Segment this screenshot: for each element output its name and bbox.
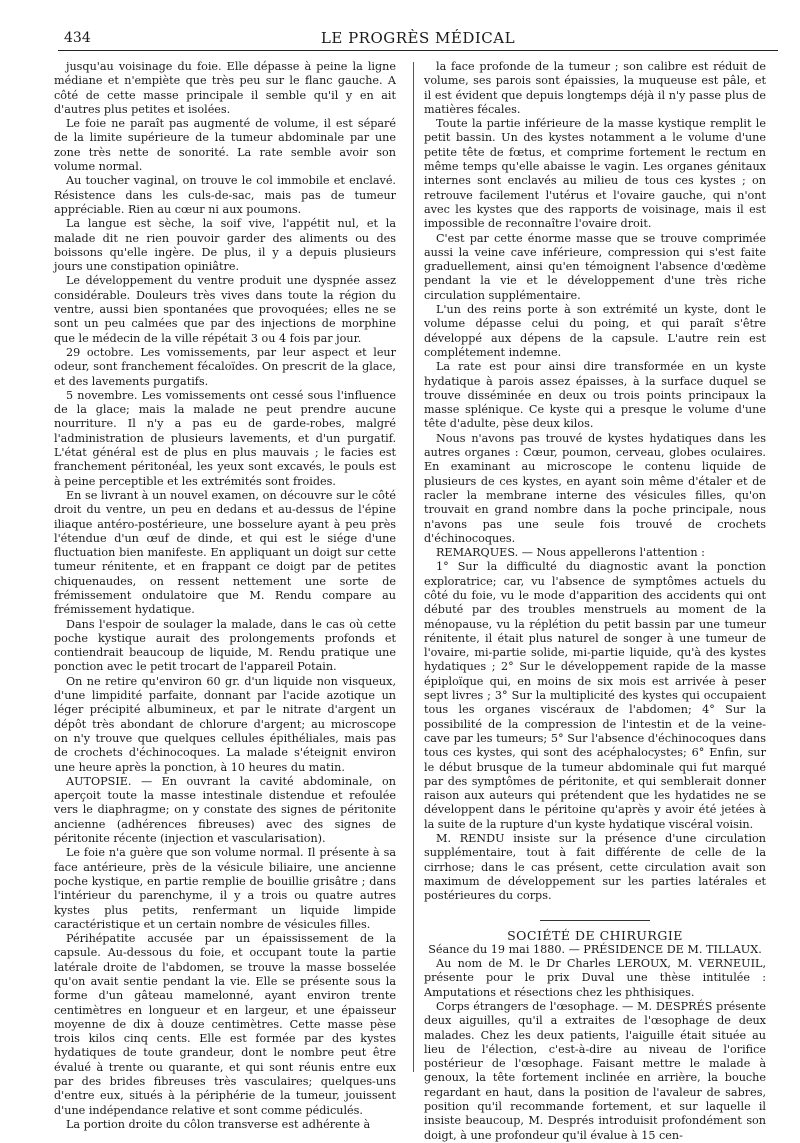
section-paragraph: Corps étrangers de l'œsophage. — M. DESPRÉS présente deux aiguilles, qu'il a extraites de l'œsophage de deux malades. Chez les deux patients, l'aiguille était située au lieu de l'élection, c'est-à-dire au niveau de l'orifice postérieur de l'œsophage. Faisant mettre le malade à genoux, la tête fortement inclinée en arrière, la bouche regardant en haut, dans la position de l'avaleur de sabres, position qu'il recommande fortement, et sur laquelle il insiste beaucoup, M. Després introduisit profondément son doigt, à une profondeur qu'il évalue à 15 cen- — [424, 1000, 766, 1142]
body-paragraph: La portion droite du côlon transverse est adhérente à — [66, 1117, 371, 1131]
body-paragraph: jusqu'au voisinage du foie. Elle dépasse à peine la ligne médiane et n'empiète que très peu sur le flanc gauche. A côté de cette masse principale il semble qu'il y en ait d'autres plus petites et isolées. — [54, 60, 396, 116]
body-paragraph: Toute la partie inférieure de la masse kystique remplit le petit bassin. Un des kystes notamment a le volume d'une petite tête de fœtus, et comprime fortement le rectum en même temps qu'elle abaisse le vagin. Les organes génitaux internes sont enclavés au milieu de tous ces kystes ; on retrouve facilement l'utérus et l'ovaire gauche, qui n'ont avec les kystes que des rapports de voisinage, mais il est impossible de reconnaître l'ovaire droit. — [424, 117, 766, 231]
body-paragraph: Périhépatite accusée par un épaississement de la capsule. Au-dessous du foie, et occupant toute la partie latérale droite de l'abdomen, se trouve la masse bosselée qu'on avait sentie pendant la vie. Elle se présente sous la forme d'un gâteau mamelonné, ayant environ trente centimètres en longueur et en largeur, et une épaisseur moyenne de dix à douze centimètres. Cette masse pèse trois kilos cinq cents. Elle est formée par des kystes hydatiques de toute grandeur, dont le nombre peut être évalué à trente ou quarante, et qui sont réunis entre eux par des brides fibreuses très vasculaires; quelques-uns d'entre eux, situés à la périphérie de la tumeur, jouissent d'une indépendance relative et sont comme pédiculés. — [54, 932, 396, 1117]
page-number: 434 — [64, 30, 91, 46]
body-paragraph: Au toucher vaginal, on trouve le col immobile et enclavé. Résistence dans les culs-de-sac, mais pas de tumeur appréciable. Rien au cœur ni aux poumons. — [54, 174, 396, 216]
right-column — [424, 60, 766, 1143]
body-paragraph: La rate est pour ainsi dire transformée en un kyste hydatique à parois assez épaisses, à la surface duquel se trouve disséminée en deux ou trois points principaux la masse splénique. Ce kyste qui a presque le volume d'une tête d'adulte, pèse deux kilos. — [424, 360, 766, 431]
session-line: Séance du 19 mai 1880. — PRÉSIDENCE DE M. TILLAUX. — [428, 942, 762, 956]
body-paragraph: Le foie n'a guère que son volume normal. Il présente à sa face antérieure, près de la vésicule biliaire, une ancienne poche kystique, en partie remplie de bouillie grisâtre ; dans l'intérieur du parenchyme, il y a trois ou quatre autres kystes plus petits, renfermant un liquide limpide caractéristique et un certain nombre de vésicules filles. — [54, 846, 396, 931]
body-paragraph: On ne retire qu'environ 60 gr. d'un liquide non visqueux, d'une limpidité parfaite, donnant par l'acide azotique un léger précipité albumineux, et par le nitrate d'argent un dépôt très abondant de chlorure d'argent; au microscope on n'y trouve que quelques cellules épithéliales, mais pas de crochets d'échinocoques. La malade s'éteignit environ une heure après la ponction, à 10 heures du matin. — [54, 674, 396, 774]
left-column — [54, 60, 396, 1132]
section-paragraph: Au nom de M. le Dr Charles LEROUX, M. VERNEUIL, présente pour le prix Duval une thèse intitulée : Amputations et résections chez les phthisiques. — [424, 957, 766, 999]
body-paragraph: REMARQUES. — Nous appellerons l'attention : — [436, 546, 705, 560]
body-paragraph: 5 novembre. Les vomissements ont cessé sous l'influence de la glace; mais la malade ne peut prendre aucune nourriture. Il n'y a pas eu de garde-robes, malgré l'administration de plusieurs lavements, et d'un purgatif. L'état général est de plus en plus mauvais ; le facies est franchement péritonéal, les yeux sont excavés, le pouls est à peine perceptible et les extrémités sont froides. — [54, 388, 396, 488]
page-header — [58, 28, 778, 51]
body-paragraph: M. RENDU insiste sur la présence d'une circulation supplémentaire, tout à fait différente de celle de la cirrhose; dans le cas présent, cette circulation avait son maximum de développement sur les parties latérales et postérieures du corps. — [424, 832, 766, 903]
body-paragraph: 29 octobre. Les vomissements, par leur aspect et leur odeur, sont franchement fécaloïdes. On prescrit de la glace, et des lavements purgatifs. — [54, 345, 396, 388]
body-paragraph: AUTOPSIE. — En ouvrant la cavité abdominale, on aperçoit toute la masse intestinale distendue et refoulée vers le diaphragme; on y constate des signes de péritonite ancienne (adhérences fibreuses) avec des signes de péritonite récente (injection et vascularisation). — [54, 774, 396, 846]
body-paragraph: Dans l'espoir de soulager la malade, dans le cas où cette poche kystique aurait des prolongements profonds et contiendrait beaucoup de liquide, M. Rendu pratique une ponction avec le petit trocart de l'appareil Potain. — [54, 617, 396, 674]
column-divider — [413, 62, 414, 1072]
body-paragraph: Le développement du ventre produit une dyspnée assez considérable. Douleurs très vives dans toute la région du ventre, aussi bien spontanées que provoquées; elles ne se sont un peu calmées que par des injections de morphine que le médecin de la ville répétait 3 ou 4 fois par jour. — [54, 274, 396, 345]
body-paragraph: L'un des reins porte à son extrémité un kyste, dont le volume dépasse celui du poing, et qui paraît s'être développé aux dépens de la capsule. L'autre rein est complétement indemne. — [424, 303, 766, 359]
body-paragraph: La langue est sèche, la soif vive, l'appétit nul, et la malade dit ne rien pouvoir garder des aliments ou des boissons qu'elle ingère. De plus, il y a depuis plusieurs jours une constipation opiniâtre. — [54, 217, 396, 274]
running-title: LE PROGRÈS MÉDICAL — [320, 29, 516, 47]
body-paragraph: En se livrant à un nouvel examen, on découvre sur le côté droit du ventre, un peu en dedans et au-dessus de l'épine iliaque antéro-postérieure, une bosselure ayant à peu près l'étendue d'un œuf de dinde, et qui est le siége d'une fluctuation bien manifeste. En appliquant un doigt sur cette tumeur rénitente, et en frappant ce doigt par de petites chiquenaudes, on ressent nettement une sorte de frémissement ondulatoire que M. Rendu compare au frémissement hydatique. — [54, 488, 396, 617]
body-paragraph: la face profonde de la tumeur ; son calibre est réduit de volume, ses parois sont épaissies, la muqueuse est pâle, et il est évident que depuis longtemps déjà il n'y passe plus de matières fécales. — [424, 60, 766, 116]
body-paragraph: Nous n'avons pas trouvé de kystes hydatiques dans les autres organes : Cœur, poumon, cerveau, globes oculaires. En examinant au microscope le contenu liquide de plusieurs de ces kystes, en ayant soin même d'étaler et de racler la membrane interne des vésicules filles, qu'on trouvait en grand nombre dans la poche principale, nous n'avons pas une seule fois trouvé de crochets d'échinocoques. — [424, 431, 766, 545]
section-separator — [540, 920, 650, 921]
body-paragraph: 1° Sur la difficulté du diagnostic avant la ponction exploratrice; car, vu l'absence de symptômes actuels du côté du foie, vu le mode d'apparition des accidents qui ont débuté par des troubles menstruels au moment de la ménopause, vu la réplétion du petit bassin par une tumeur rénitente, il était plus naturel de songer à une tumeur de l'ovaire, mi-partie solide, mi-partie liquide, qu'à des kystes hydatiques ; 2° Sur le développement rapide de la masse épiploïque qui, en moins de six mois est arrivée à peser sept livres ; 3° Sur la multiplicité des kystes qui occupaient tous les organes viscéraux de l'abdomen; 4° Sur la possibilité de la compression de l'intestin et de la veine-cave par les tumeurs; 5° Sur l'absence d'échinocoques dans tous ces kystes, qui sont des acéphalocystes; 6° Enfin, sur le début brusque de la tumeur abdominale qui fut marqué par des symptômes de péritonite, et qui semblerait donner raison aux auteurs qui prétendent que les hydatides ne se développent dans le péritoine qu'après y avoir été jetées à la suite de la rupture d'un kyste hydatique viscéral voisin. — [424, 560, 766, 831]
body-paragraph: C'est par cette énorme masse que se trouve comprimée aussi la veine cave inférieure, compression qui s'est faite graduellement, ainsi qu'en témoignent l'absence d'œdème pendant la vie et le développement d'une très riche circulation supplémentaire. — [424, 231, 766, 302]
body-paragraph: Le foie ne paraît pas augmenté de volume, il est séparé de la limite supérieure de la tumeur abdominale par une zone très nette de sonorité. La rate semble avoir son volume normal. — [54, 117, 396, 174]
section-title: SOCIÉTÉ DE CHIRURGIE — [507, 927, 683, 943]
